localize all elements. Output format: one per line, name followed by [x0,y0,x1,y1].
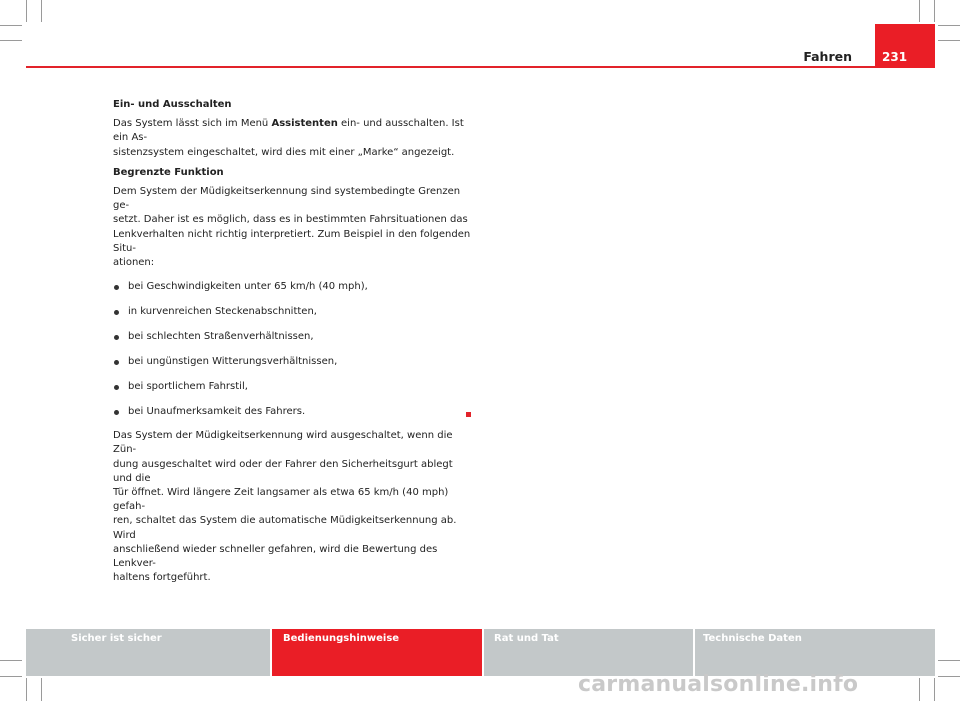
header-rule [26,66,935,68]
crop-mark [41,0,42,22]
text-line: Dem System der Müdigkeitserkennung sind systembedingte Grenzen ge- [113,186,461,212]
tab-label: Technische Daten [703,633,802,644]
text-line: haltens fortgeführt. [113,572,211,584]
crop-mark [934,0,935,22]
text-run: ein- und ausschalten. Ist ein As- [113,118,464,144]
text-run: Das System lässt sich im Menü [113,118,272,130]
crop-mark [919,678,920,701]
footer-tabs [26,629,935,676]
crop-mark [0,676,22,677]
tab-bedienungshinweise[interactable] [272,629,484,676]
text-line: dung ausgeschaltet wird oder der Fahrer den Sicherheitsgurt ablegt und die [113,458,453,484]
tab-label: Sicher ist sicher [71,633,162,644]
text-line: anschließend wieder schneller gefahren, wird die Bewertung des Lenkver- [113,543,438,570]
list-item: in kurvenreichen Steckenabschnitten, [113,305,473,319]
bullet-list [113,280,473,419]
list-item: bei sportlichem Fahrstil, [113,380,473,394]
watermark: carmanualsonline.info [578,672,859,697]
text-line: Tür öffnet. Wird längere Zeit langsamer als etwa 65 km/h (40 mph) gefah- [113,487,449,513]
tab-label: Rat und Tat [494,633,559,644]
main-content [113,98,473,585]
heading-begrenzte-funktion: Begrenzte Funktion [113,166,224,178]
crop-mark [938,660,960,661]
tab-technische-daten[interactable] [695,629,935,676]
crop-mark [938,40,960,41]
crop-mark [0,40,22,41]
tab-label: Bedienungshinweise [283,633,400,644]
crop-mark [0,660,22,661]
page-number-text: 231 [882,50,908,64]
tab-sicher-ist-sicher[interactable] [26,629,272,676]
section-title: Fahren [803,49,852,64]
text-line: Das System der Müdigkeitserkennung wird ausgeschaltet, wenn die Zün- [113,430,453,456]
tab-rat-und-tat[interactable] [484,629,695,676]
text-line: Lenkverhalten nicht richtig interpretiert. Zum Beispiel in den folgenden Situ- [113,228,471,254]
menu-name: Assistenten [271,118,338,130]
paragraph [113,117,473,160]
list-item: bei ungünstigen Witterungsverhältnissen, [113,355,473,369]
text-line: setzt. Daher ist es möglich, dass es in bestimmten Fahrsituationen das [113,214,468,226]
text-line: ationen: [113,257,155,269]
end-of-section-marker [466,412,471,417]
crop-mark [41,678,42,701]
heading-ein-ausschalten: Ein- und Ausschalten [113,99,232,110]
list-item: bei Unaufmerksamkeit des Fahrers. [113,405,473,419]
list-item: bei schlechten Straßenverhältnissen, [113,330,473,344]
paragraph [113,429,473,585]
crop-mark [934,678,935,701]
crop-mark [26,0,27,22]
crop-mark [0,25,22,26]
text-line: ren, schaltet das System die automatische Müdigkeitserkennung ab. Wird [113,515,457,541]
text-run: sistenzsystem eingeschaltet, wird dies mit einer „Marke“ angezeigt. [113,146,455,158]
crop-mark [26,678,27,701]
crop-mark [938,25,960,26]
crop-mark [938,676,960,677]
paragraph [113,185,473,270]
page-number [875,24,935,68]
list-item: bei Geschwindigkeiten unter 65 km/h (40 mph), [113,280,473,294]
crop-mark [919,0,920,22]
